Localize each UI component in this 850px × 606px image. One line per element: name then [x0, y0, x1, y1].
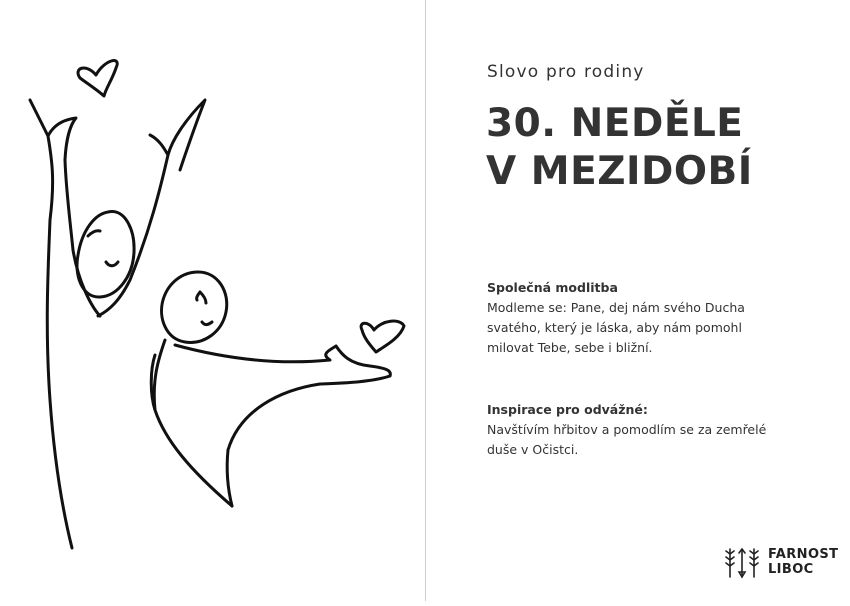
- title-line-2: V MEZIDOBÍ: [486, 149, 753, 194]
- heart-icon: [361, 321, 404, 352]
- prayer-section: [487, 278, 787, 358]
- parish-logo: [722, 544, 838, 580]
- logo-text: [768, 547, 838, 577]
- heart-icon: [78, 61, 117, 96]
- wheat-icon: [722, 545, 762, 579]
- prayer-heading: Společná modlitba: [487, 280, 618, 295]
- inspiration-heading: Inspirace pro odvážné:: [487, 402, 648, 417]
- inspiration-text: Navštívím hřbitov a pomodlím se za zemřelé duše v Očistci.: [487, 422, 767, 457]
- kicker-subtitle: Slovo pro rodiny: [487, 62, 645, 82]
- page-title: [486, 100, 753, 196]
- dancing-figures-drawing: [0, 0, 425, 601]
- inspiration-section: [487, 400, 787, 460]
- title-line-1: 30. NEDĚLE: [486, 101, 744, 146]
- illustration-page: [0, 0, 425, 601]
- logo-line-1: FARNOST: [768, 547, 839, 562]
- prayer-text: Modleme se: Pane, dej nám svého Ducha svatého, který je láska, aby nám pomohl milovat Tebe, sebe i bližní.: [487, 300, 745, 355]
- logo-line-2: LIBOC: [768, 562, 814, 577]
- text-page: [426, 0, 850, 601]
